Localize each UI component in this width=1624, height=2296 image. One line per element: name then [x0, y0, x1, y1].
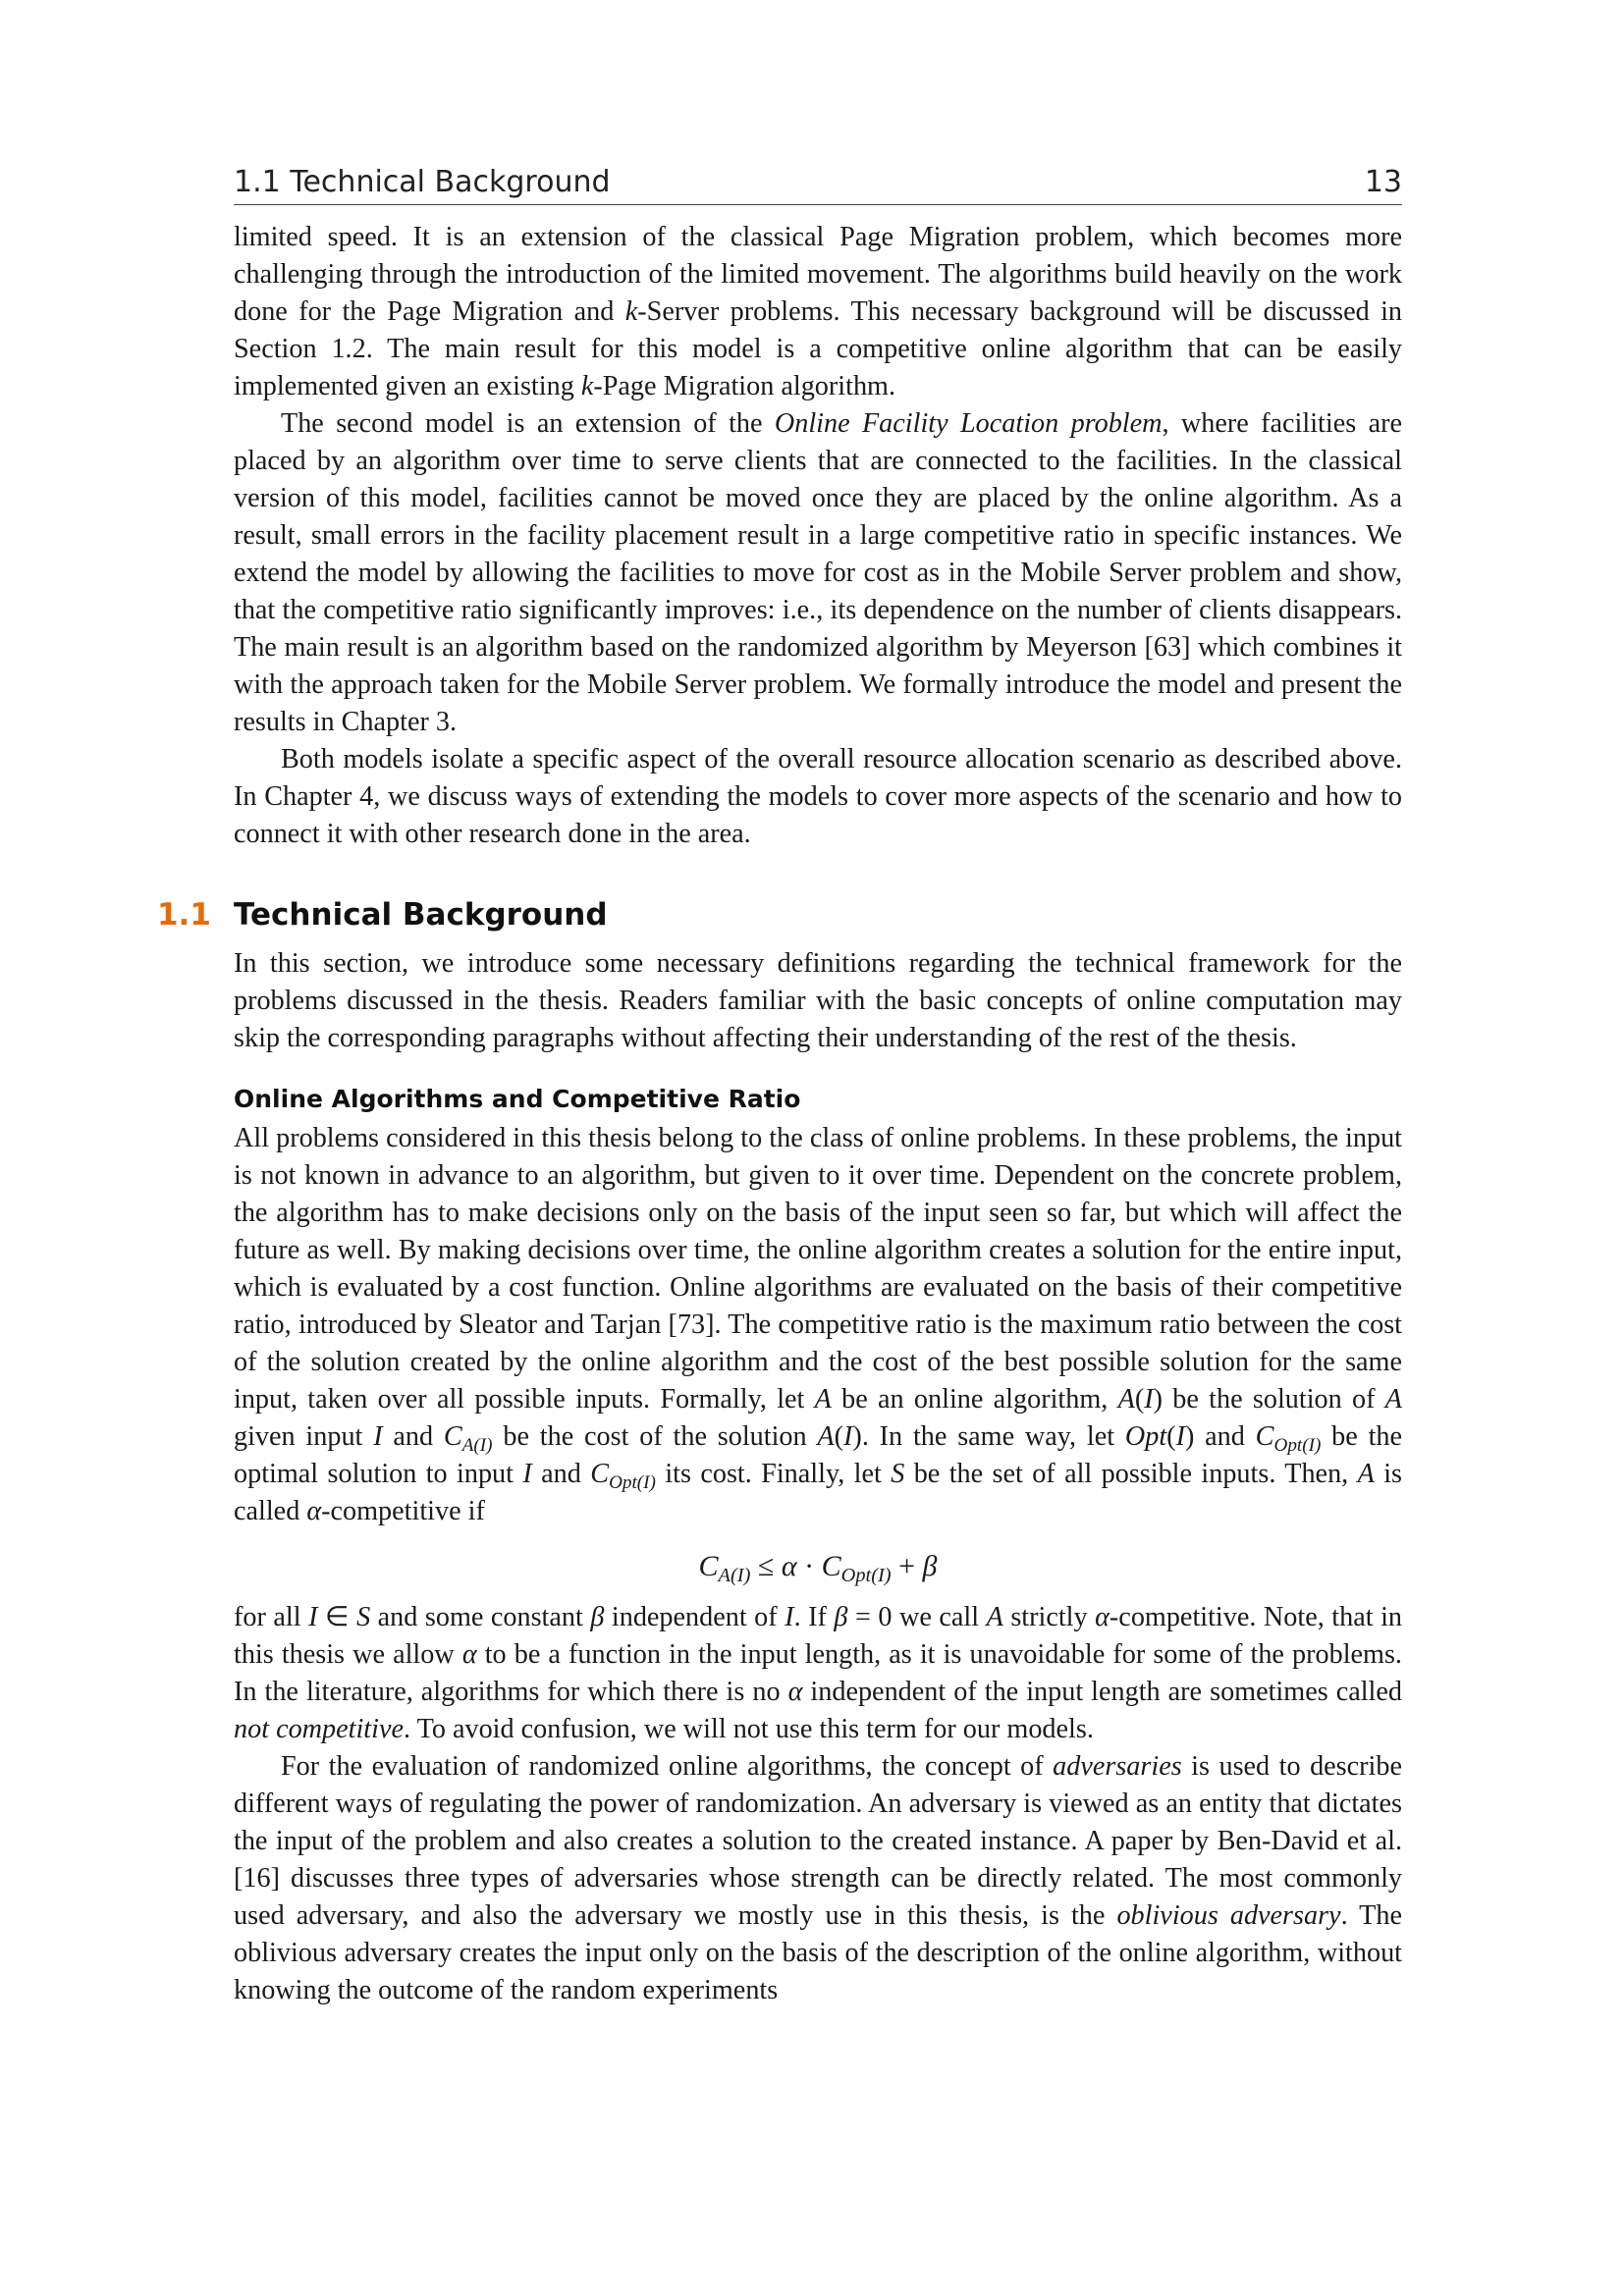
math-symbol: A: [986, 1602, 1003, 1632]
math-symbol: α: [306, 1496, 322, 1526]
math-symbol: I: [1175, 1421, 1185, 1452]
text-span: be the solution of: [1163, 1384, 1385, 1415]
math-paren: ): [1153, 1384, 1163, 1415]
emphasis: not competitive: [234, 1714, 404, 1744]
text-span: -competitive if: [321, 1496, 485, 1526]
text-span: . If: [793, 1602, 835, 1632]
competitive-ratio-equation: [234, 1548, 1402, 1585]
emphasis: oblivious adversary: [1116, 1900, 1341, 1931]
strictly-competitive-paragraph: [234, 1599, 1402, 1748]
math-subscript: A(I): [461, 1434, 493, 1456]
body-text: [157, 219, 1403, 2009]
math-symbol: α: [787, 1677, 803, 1707]
running-title: 1.1 Technical Background: [234, 165, 611, 199]
math-symbol: β: [834, 1602, 848, 1632]
intro-paragraph-1: [234, 219, 1402, 405]
math-operator: ≤: [757, 1550, 775, 1582]
math-symbol: C: [443, 1421, 462, 1452]
math-symbol: I: [785, 1602, 794, 1632]
math-paren: (: [1134, 1384, 1145, 1415]
intro-paragraph-2: [234, 405, 1402, 741]
math-subscript: A(I): [718, 1565, 751, 1587]
math-symbol: α: [461, 1639, 477, 1670]
math-symbol: α: [1095, 1602, 1110, 1632]
math-k: k: [624, 296, 638, 327]
text-span: be the set of all possible inputs. Then,: [904, 1459, 1358, 1489]
math-symbol: C: [698, 1550, 719, 1582]
math-paren: ): [852, 1421, 862, 1452]
text-span: and: [1194, 1421, 1256, 1452]
text-span: The second model is an extension of the: [281, 408, 775, 439]
adversaries-paragraph: [234, 1748, 1402, 2009]
math-symbol: S: [891, 1459, 905, 1489]
math-paren: (: [1166, 1421, 1176, 1452]
math-subscript: Opt(I): [1273, 1434, 1322, 1456]
math-symbol: α: [781, 1550, 797, 1582]
text-span: its cost. Finally, let: [655, 1459, 892, 1489]
intro-paragraph-3: Both models isolate a specific aspect of the overall resource allocation scenario as described above. In Chapter 4, we discuss ways of extending the models to cover more aspects of the scenario and how to connect it with other research done in the area.: [234, 744, 1402, 849]
math-symbol: I: [522, 1459, 532, 1489]
text-span: and: [531, 1459, 591, 1489]
text-span: For the evaluation of randomized online algorithms, the concept of: [281, 1751, 1054, 1782]
text-span: independent of: [604, 1602, 785, 1632]
competitive-ratio-paragraph: [234, 1120, 1402, 1530]
math-symbol: A: [1384, 1384, 1402, 1415]
text-span: and: [382, 1421, 444, 1452]
math-subscript: Opt(I): [609, 1471, 656, 1493]
text-span: All problems considered in this thesis belong to the class of online problems. In these problems, the input is not known in advance to an algorithm, but given to it over time. Dependent on the concrete problem, the algorithm has to make decisions only on the basis of the input seen so far, but which will affect the future as well. By making decisions over time, the online algorithm creates a solution for the entire input, which is evaluated by a cost function. Online algorithms are evaluated on the basis of their competitive ratio, introduced by Sleator and Tarjan [73]. The competitive ratio is the maximum ratio between the cost of the solution created by the online algorithm and the cost of the best possible solution for the same input, taken over all possible inputs. Formally, let: [234, 1123, 1402, 1415]
math-operator: ∈: [324, 1602, 350, 1632]
text-span: and some constant: [370, 1602, 591, 1632]
emphasis: Online Facility Location problem: [774, 408, 1163, 439]
math-operator: = 0: [854, 1602, 893, 1632]
text-span: , where facilities are placed by an algorithm over time to serve clients that are connected to the facilities. In the classical version of this model, facilities cannot be moved once they are placed by the online algorithm. As a result, small errors in the facility placement result in a large competitive ratio in specific instances. We extend the model by allowing the facilities to move for cost as in the Mobile Server problem and show, that the competitive ratio significantly improves: i.e., its dependence on the number of clients disappears. The main result is an algorithm based on the randomized algorithm by Meyerson [63] which combines it with the approach taken for the Mobile Server problem. We formally introduce the model and present the results in Chapter 3.: [234, 408, 1402, 737]
math-symbol: A: [817, 1421, 835, 1452]
text-span: -Server problems. This necessary background will be discussed in Section 1.2. The main result for this model is a competitive online algorithm that can be easily implemented given an existing: [234, 296, 1402, 401]
text-span: to be a function in the input length, as it is unavoidable for some of the problems. In the literature, algorithms for which there is no: [234, 1639, 1402, 1707]
text-span: . To avoid confusion, we will not use this term for our models.: [403, 1714, 1094, 1744]
text-span: . The oblivious adversary creates the input only on the basis of the description of the online algorithm, without knowing the outcome of the random experiments: [234, 1900, 1402, 2005]
page-number: 13: [1364, 165, 1402, 199]
text-span: -Page Migration algorithm.: [593, 371, 896, 401]
math-symbol: I: [373, 1421, 383, 1452]
math-symbol: C: [1255, 1421, 1274, 1452]
math-symbol: A: [1357, 1459, 1375, 1489]
text-span: given input: [234, 1421, 374, 1452]
text-span: strictly: [1002, 1602, 1096, 1632]
math-symbol: Opt: [1124, 1421, 1167, 1452]
text-span: be the cost of the solution: [492, 1421, 818, 1452]
math-k: k: [580, 371, 594, 401]
text-span: for all: [234, 1602, 309, 1632]
running-header: [234, 165, 1402, 205]
section-intro-paragraph: In this section, we introduce some necessary definitions regarding the technical framework for the problems discussed in the thesis. Readers familiar with the basic concepts of online computation may skip the corresponding paragraphs without affecting their understanding of the rest of the thesis.: [234, 948, 1402, 1053]
math-symbol: β: [922, 1550, 938, 1582]
math-symbol: S: [356, 1602, 371, 1632]
math-symbol: I: [308, 1602, 318, 1632]
page: [157, 165, 1403, 2009]
text-span: be an online algorithm,: [831, 1384, 1118, 1415]
math-symbol: A: [814, 1384, 832, 1415]
emphasis: adversaries: [1053, 1751, 1182, 1782]
text-span: independent of the input length are sometimes called: [802, 1677, 1402, 1707]
subsection-title: Online Algorithms and Competitive Ratio: [234, 1085, 801, 1113]
section-number: 1.1: [157, 897, 211, 933]
math-operator: ·: [804, 1550, 815, 1582]
section-heading: [157, 896, 1402, 935]
math-symbol: β: [590, 1602, 605, 1632]
math-subscript: Opt(I): [840, 1565, 892, 1587]
math-symbol: A: [1117, 1384, 1135, 1415]
text-span: . In the same way, let: [861, 1421, 1125, 1452]
text-span: limited speed. It is an extension of the classical Page Migration problem, which becomes more challenging through the introduction of the limited movement. The algorithms build heavily on the work done for the Page Migration and: [234, 222, 1402, 327]
math-operator: +: [898, 1550, 915, 1582]
text-span: is used to describe different ways of regulating the power of randomization. An adversary is viewed as an entity that dictates the input of the problem and also creates a solution to the created instance. A paper by Ben-David et al. [16] discusses three types of adversaries whose strength can be directly related. The most commonly used adversary, and also the adversary we mostly use in this thesis, is the: [234, 1751, 1402, 1931]
section-title: Technical Background: [234, 897, 608, 933]
text-span: is called: [234, 1459, 1403, 1526]
text-span: -competitive. Note, that in this thesis we allow: [234, 1602, 1402, 1670]
math-symbol: C: [590, 1459, 610, 1489]
math-paren: (: [834, 1421, 844, 1452]
text-span: be the optimal solution to input: [234, 1421, 1403, 1489]
math-symbol: C: [821, 1550, 841, 1582]
math-symbol: I: [843, 1421, 853, 1452]
math-symbol: I: [1144, 1384, 1154, 1415]
text-span: we call: [892, 1602, 987, 1632]
math-paren: ): [1184, 1421, 1195, 1452]
